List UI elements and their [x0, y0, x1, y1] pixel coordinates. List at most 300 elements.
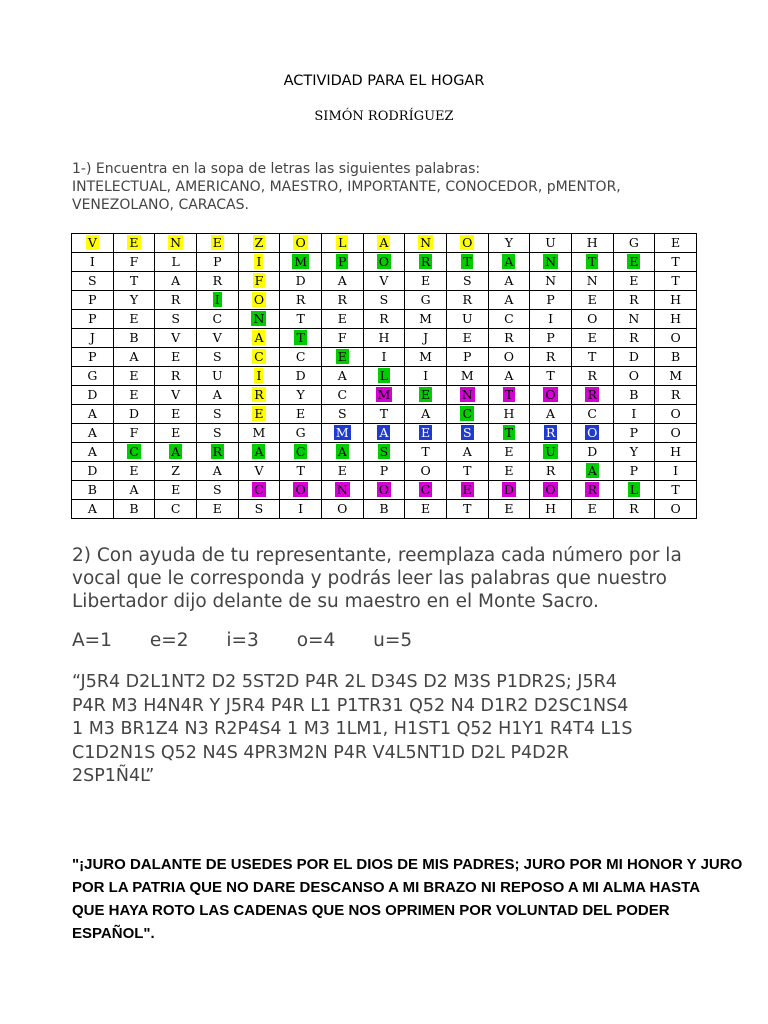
grid-cell — [280, 253, 322, 272]
grid-cell — [321, 329, 363, 348]
grid-cell — [196, 386, 238, 405]
grid-cell — [613, 234, 655, 253]
grid-row — [72, 500, 697, 519]
grid-letter: M — [419, 349, 432, 364]
grid-cell — [655, 462, 697, 481]
grid-cell — [238, 310, 280, 329]
grid-cell — [196, 481, 238, 500]
grid-cell — [72, 367, 114, 386]
grid-cell — [488, 500, 530, 519]
grid-letter: A — [254, 330, 264, 345]
grid-cell — [321, 291, 363, 310]
grid-cell — [363, 234, 405, 253]
grid-cell — [321, 443, 363, 462]
grid-letter: P — [629, 425, 639, 440]
grid-letter: T — [296, 330, 305, 345]
grid-cell — [488, 443, 530, 462]
grid-cell — [446, 253, 488, 272]
grid-cell — [530, 272, 572, 291]
grid-letter: E — [337, 463, 347, 478]
grid-cell — [405, 424, 447, 443]
grid-cell — [280, 405, 322, 424]
grid-letter: S — [213, 349, 222, 364]
grid-cell — [72, 443, 114, 462]
grid-letter: S — [213, 482, 222, 497]
grid-letter: N — [253, 311, 265, 326]
grid-cell — [72, 386, 114, 405]
grid-letter: D — [87, 463, 98, 478]
section1-line: 1-) Encuentra en la sopa de letras las siguientes palabras: — [72, 161, 481, 177]
grid-letter: S — [254, 501, 264, 516]
grid-letter: E — [587, 501, 597, 516]
grid-letter: R — [379, 311, 389, 326]
grid-letter: O — [253, 292, 265, 307]
grid-cell — [655, 405, 697, 424]
grid-letter: N — [170, 235, 182, 250]
grid-letter: R — [462, 292, 472, 307]
grid-letter: I — [214, 292, 220, 307]
grid-cell — [321, 424, 363, 443]
grid-letter: Y — [129, 292, 139, 307]
grid-letter: L — [338, 235, 347, 250]
grid-cell — [113, 329, 155, 348]
answer-line: POR LA PATRIA QUE NO DARE DESCANSO A MI BRAZO NI REPOSO A MI ALMA HASTA — [72, 879, 701, 896]
grid-letter: V — [171, 330, 181, 345]
grid-letter: E — [421, 387, 431, 402]
grid-cell — [530, 462, 572, 481]
grid-letter: R — [420, 254, 431, 269]
grid-letter: N — [628, 311, 640, 326]
grid-letter: E — [337, 349, 347, 364]
grid-cell — [405, 462, 447, 481]
grid-letter: G — [87, 368, 98, 383]
grid-row — [72, 329, 697, 348]
grid-cell — [655, 424, 697, 443]
grid-letter: C — [420, 482, 431, 497]
grid-cell — [488, 234, 530, 253]
grid-letter: N — [461, 387, 473, 402]
grid-letter: P — [338, 254, 347, 269]
grid-cell — [405, 291, 447, 310]
grid-cell — [446, 462, 488, 481]
grid-cell — [321, 500, 363, 519]
grid-cell — [655, 310, 697, 329]
grid-letter: I — [631, 406, 637, 421]
grid-cell — [613, 500, 655, 519]
grid-cell — [196, 462, 238, 481]
grid-row — [72, 386, 697, 405]
grid-letter: E — [129, 387, 139, 402]
grid-cell — [571, 234, 613, 253]
grid-letter: Y — [296, 387, 305, 402]
grid-letter: J — [423, 330, 429, 345]
grid-row — [72, 234, 697, 253]
grid-cell — [488, 405, 530, 424]
grid-cell — [446, 291, 488, 310]
grid-letter: S — [462, 425, 472, 440]
grid-cell — [72, 405, 114, 424]
grid-letter: O — [378, 482, 390, 497]
grid-letter: O — [462, 235, 473, 250]
grid-cell — [405, 386, 447, 405]
coded-line: C1D2N1S Q52 N4S 4PR3M2N P4R V4L5NT1D D2L P4D2R — [72, 742, 569, 763]
grid-cell — [488, 253, 530, 272]
grid-letter: E — [337, 311, 347, 326]
grid-letter: E — [462, 482, 472, 497]
grid-letter: H — [586, 235, 598, 250]
grid-cell — [571, 405, 613, 424]
grid-letter: I — [423, 368, 429, 383]
grid-cell — [613, 253, 655, 272]
grid-cell — [72, 348, 114, 367]
grid-cell — [446, 272, 488, 291]
grid-cell — [571, 291, 613, 310]
grid-cell — [280, 500, 322, 519]
grid-letter: E — [129, 235, 139, 250]
grid-cell — [280, 424, 322, 443]
grid-cell — [446, 443, 488, 462]
grid-row — [72, 310, 697, 329]
grid-cell — [571, 500, 613, 519]
grid-cell — [405, 443, 447, 462]
grid-letter: U — [545, 235, 556, 250]
grid-cell — [363, 462, 405, 481]
grid-letter: M — [460, 368, 474, 383]
grid-cell — [488, 386, 530, 405]
grid-cell — [571, 253, 613, 272]
grid-cell — [72, 424, 114, 443]
grid-letter: A — [587, 463, 597, 478]
grid-cell — [613, 348, 655, 367]
grid-row — [72, 481, 697, 500]
grid-letter: E — [587, 292, 597, 307]
grid-cell — [363, 424, 405, 443]
grid-cell — [488, 272, 530, 291]
grid-letter: E — [254, 406, 264, 421]
grid-cell — [530, 405, 572, 424]
coded-line: “J5R4 D2L1NT2 D2 5ST2D P4R 2L D34S D2 M3S P1DR2S; J5R4 — [72, 672, 617, 692]
grid-letter: T — [588, 349, 597, 364]
grid-letter: A — [504, 368, 514, 383]
grid-cell — [155, 348, 197, 367]
grid-letter: U — [212, 368, 223, 383]
grid-letter: O — [670, 425, 681, 440]
grid-cell — [155, 443, 197, 462]
grid-letter: A — [337, 444, 347, 459]
grid-letter: M — [419, 311, 432, 326]
grid-cell — [72, 291, 114, 310]
grid-cell — [238, 386, 280, 405]
section1-line: INTELECTUAL, AMERICANO, MAESTRO, IMPORTANTE, CONOCEDOR, pMENTOR, — [72, 179, 621, 195]
grid-cell — [571, 367, 613, 386]
grid-letter: E — [129, 463, 139, 478]
grid-letter: P — [629, 463, 639, 478]
grid-cell — [488, 462, 530, 481]
grid-letter: E — [421, 501, 431, 516]
grid-cell — [488, 291, 530, 310]
grid-letter: A — [212, 387, 222, 402]
grid-cell — [238, 481, 280, 500]
grid-letter: T — [546, 368, 555, 383]
grid-letter: R — [587, 482, 597, 497]
grid-cell — [113, 500, 155, 519]
grid-row — [72, 443, 697, 462]
grid-letter: T — [671, 273, 680, 288]
grid-letter: M — [252, 425, 266, 440]
grid-row — [72, 253, 697, 272]
grid-cell — [655, 500, 697, 519]
grid-cell — [405, 500, 447, 519]
grid-cell — [113, 253, 155, 272]
grid-cell — [363, 386, 405, 405]
page-subtitle: SIMÓN RODRÍGUEZ — [314, 109, 454, 124]
grid-letter: A — [87, 501, 97, 516]
grid-cell — [446, 234, 488, 253]
grid-cell — [530, 329, 572, 348]
grid-letter: I — [256, 368, 262, 383]
grid-cell — [196, 500, 238, 519]
grid-cell — [571, 481, 613, 500]
grid-letter: U — [545, 444, 556, 459]
grid-letter: O — [670, 330, 681, 345]
grid-letter: C — [462, 406, 473, 421]
grid-letter: B — [87, 482, 97, 497]
grid-cell — [321, 481, 363, 500]
grid-cell — [530, 386, 572, 405]
grid-row — [72, 462, 697, 481]
grid-cell — [113, 291, 155, 310]
grid-cell — [530, 424, 572, 443]
grid-cell — [72, 481, 114, 500]
grid-cell — [321, 348, 363, 367]
grid-letter: B — [629, 387, 639, 402]
grid-cell — [488, 329, 530, 348]
grid-letter: S — [88, 273, 97, 288]
grid-letter: C — [504, 311, 514, 326]
grid-cell — [238, 272, 280, 291]
grid-cell — [155, 386, 197, 405]
grid-letter: F — [129, 425, 139, 440]
grid-cell — [613, 443, 655, 462]
grid-letter: H — [503, 406, 515, 421]
grid-cell — [446, 386, 488, 405]
grid-cell — [571, 310, 613, 329]
grid-cell — [488, 481, 530, 500]
grid-letter: E — [296, 406, 306, 421]
grid-letter: D — [587, 444, 598, 459]
grid-letter: R — [170, 368, 181, 383]
grid-cell — [155, 234, 197, 253]
grid-letter: R — [629, 501, 639, 516]
grid-cell — [238, 329, 280, 348]
vowel-key-item: A=1 — [72, 630, 112, 651]
grid-cell — [238, 234, 280, 253]
grid-letter: C — [337, 387, 348, 402]
grid-cell — [196, 272, 238, 291]
grid-cell — [405, 253, 447, 272]
grid-letter: O — [295, 482, 306, 497]
grid-cell — [446, 329, 488, 348]
grid-letter: A — [504, 273, 514, 288]
grid-letter: E — [129, 311, 139, 326]
grid-letter: A — [171, 444, 181, 459]
grid-cell — [280, 481, 322, 500]
grid-cell — [530, 234, 572, 253]
grid-cell — [488, 424, 530, 443]
grid-cell — [446, 405, 488, 424]
word-search-grid — [71, 233, 697, 519]
grid-letter: T — [463, 463, 472, 478]
grid-cell — [655, 348, 697, 367]
grid-letter: S — [379, 444, 389, 459]
grid-cell — [405, 481, 447, 500]
grid-cell — [571, 424, 613, 443]
grid-letter: V — [171, 387, 181, 402]
grid-cell — [613, 462, 655, 481]
grid-letter: A — [87, 406, 97, 421]
grid-cell — [363, 310, 405, 329]
coded-line: P4R M3 H4N4R Y J5R4 P4R L1 P1TR31 Q52 N4 D1R2 D2SC1NS4 — [72, 695, 629, 716]
grid-letter: T — [504, 387, 514, 402]
grid-letter: E — [171, 349, 181, 364]
grid-cell — [72, 272, 114, 291]
grid-cell — [530, 443, 572, 462]
grid-letter: O — [295, 235, 306, 250]
grid-cell — [571, 272, 613, 291]
grid-letter: N — [545, 273, 557, 288]
grid-letter: O — [545, 387, 556, 402]
grid-cell — [530, 348, 572, 367]
grid-cell — [280, 462, 322, 481]
section1-instructions — [72, 160, 712, 214]
grid-letter: O — [545, 482, 556, 497]
grid-cell — [321, 405, 363, 424]
grid-letter: E — [171, 406, 181, 421]
grid-cell — [72, 310, 114, 329]
grid-letter: Z — [171, 463, 180, 478]
grid-letter: R — [629, 330, 639, 345]
grid-cell — [363, 367, 405, 386]
grid-cell — [113, 424, 155, 443]
grid-cell — [321, 310, 363, 329]
grid-letter: C — [295, 444, 306, 459]
grid-letter: I — [381, 349, 387, 364]
grid-letter: A — [337, 273, 347, 288]
grid-letter: R — [629, 292, 639, 307]
grid-letter: S — [379, 292, 389, 307]
grid-cell — [196, 367, 238, 386]
grid-cell — [655, 253, 697, 272]
grid-letter: A — [504, 292, 514, 307]
grid-cell — [613, 481, 655, 500]
grid-cell — [238, 348, 280, 367]
grid-letter: O — [337, 501, 348, 516]
vowel-key-item: e=2 — [149, 630, 189, 651]
grid-letter: O — [420, 463, 431, 478]
grid-row — [72, 367, 697, 386]
grid-cell — [613, 405, 655, 424]
grid-letter: R — [295, 292, 306, 307]
grid-letter: R — [212, 273, 222, 288]
grid-letter: G — [295, 425, 306, 440]
grid-letter: H — [670, 444, 682, 459]
grid-cell — [405, 329, 447, 348]
grid-cell — [613, 291, 655, 310]
grid-letter: D — [628, 349, 639, 364]
grid-letter: P — [463, 349, 472, 364]
grid-letter: E — [504, 444, 514, 459]
grid-cell — [321, 272, 363, 291]
grid-cell — [238, 500, 280, 519]
grid-cell — [655, 443, 697, 462]
grid-letter: M — [377, 387, 391, 402]
grid-letter: O — [378, 254, 390, 269]
grid-letter: T — [129, 273, 139, 288]
grid-cell — [238, 367, 280, 386]
grid-cell — [530, 253, 572, 272]
grid-cell — [363, 443, 405, 462]
grid-cell — [363, 500, 405, 519]
grid-cell — [571, 443, 613, 462]
grid-letter: T — [296, 311, 305, 326]
grid-letter: A — [421, 406, 431, 421]
grid-letter: H — [670, 292, 682, 307]
grid-letter: G — [628, 235, 639, 250]
grid-letter: A — [379, 235, 389, 250]
grid-letter: N — [545, 254, 557, 269]
grid-letter: R — [587, 387, 597, 402]
grid-cell — [405, 272, 447, 291]
grid-letter: R — [670, 387, 681, 402]
grid-cell — [196, 234, 238, 253]
grid-letter: A — [171, 273, 181, 288]
grid-cell — [113, 310, 155, 329]
grid-row — [72, 291, 697, 310]
grid-cell — [155, 291, 197, 310]
grid-cell — [363, 253, 405, 272]
grid-letter: T — [421, 444, 430, 459]
grid-letter: O — [503, 349, 515, 364]
grid-cell — [530, 367, 572, 386]
grid-letter: Y — [504, 235, 514, 250]
grid-letter: E — [212, 501, 222, 516]
grid-row — [72, 424, 697, 443]
grid-cell — [238, 405, 280, 424]
grid-letter: A — [254, 444, 264, 459]
grid-letter: U — [461, 311, 473, 326]
grid-letter: F — [254, 273, 264, 288]
grid-letter: T — [296, 463, 305, 478]
grid-letter: C — [587, 406, 597, 421]
grid-letter: D — [295, 368, 306, 383]
grid-letter: A — [87, 444, 97, 459]
grid-cell — [280, 367, 322, 386]
grid-cell — [446, 500, 488, 519]
grid-letter: P — [546, 292, 555, 307]
grid-cell — [72, 329, 114, 348]
grid-letter: E — [212, 235, 222, 250]
grid-cell — [363, 405, 405, 424]
grid-letter: T — [671, 254, 680, 269]
grid-cell — [155, 500, 197, 519]
grid-cell — [446, 310, 488, 329]
grid-cell — [321, 253, 363, 272]
grid-cell — [363, 481, 405, 500]
grid-cell — [113, 386, 155, 405]
grid-cell — [363, 291, 405, 310]
grid-cell — [488, 310, 530, 329]
vowel-key-item: i=3 — [226, 630, 259, 651]
